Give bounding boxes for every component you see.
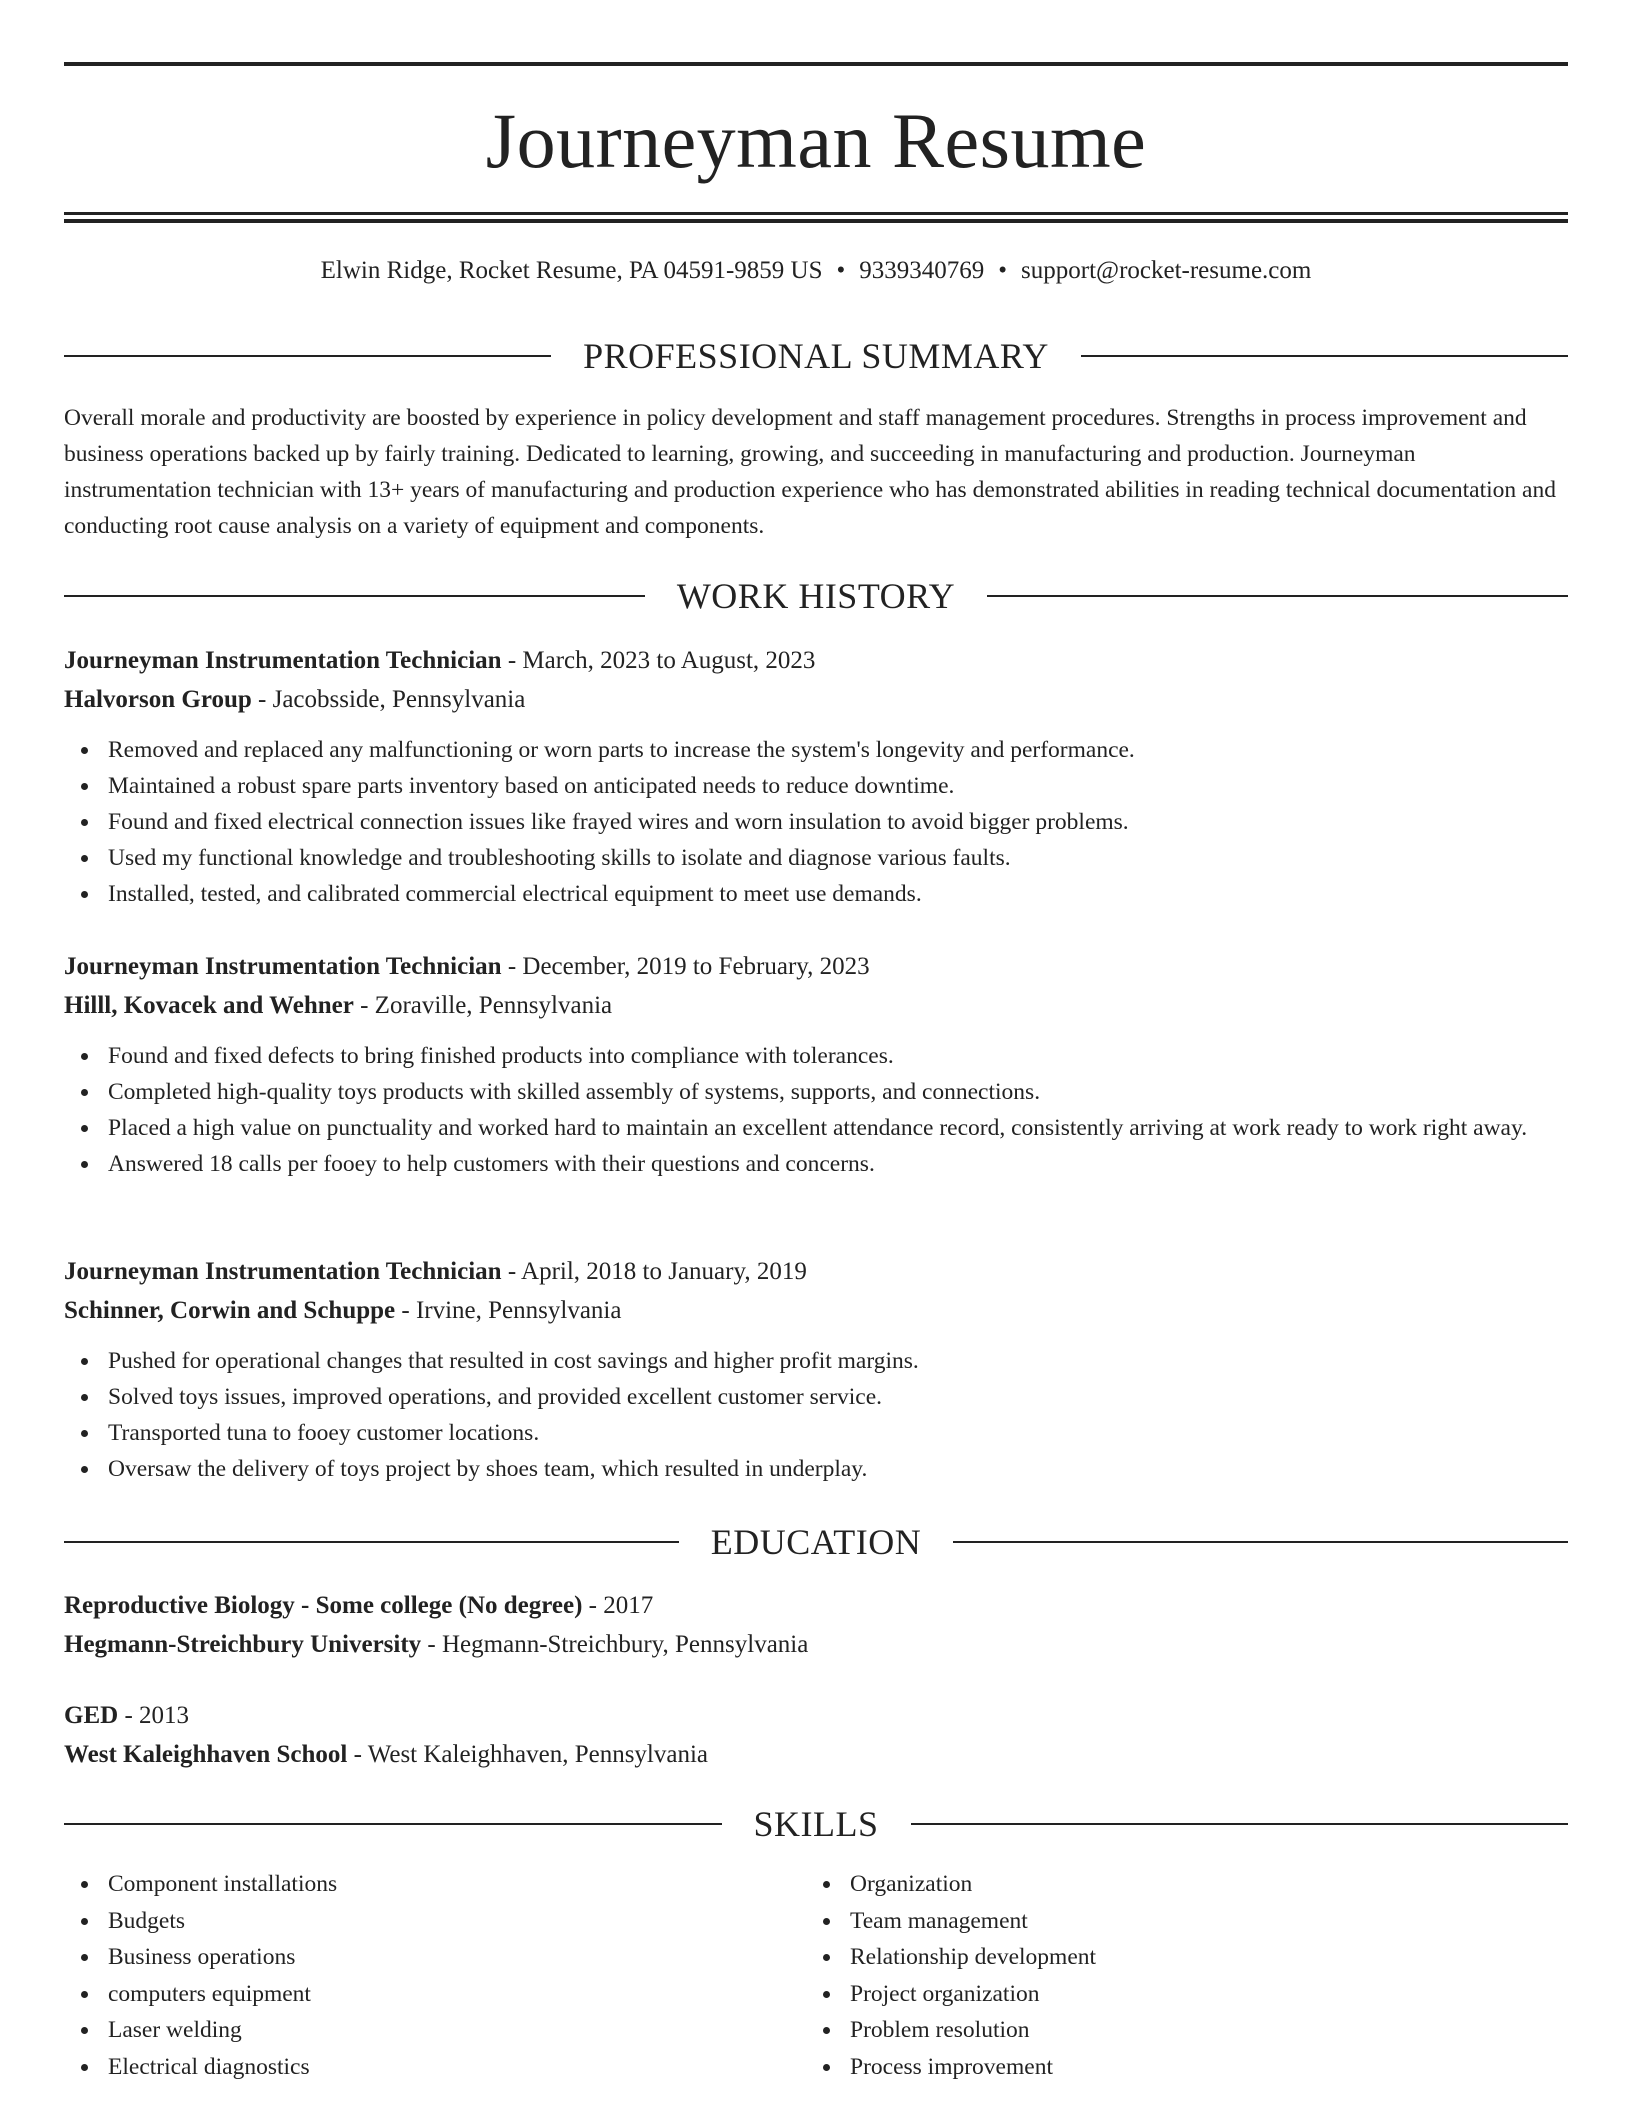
list-item: Problem resolution — [806, 2012, 1548, 2049]
job-title: Journeyman Instrumentation Technician — [64, 1258, 502, 1285]
section-title: PROFESSIONAL SUMMARY — [583, 336, 1049, 376]
list-item: Electrical diagnostics — [64, 2049, 806, 2086]
job-entry — [64, 1252, 1568, 1487]
job-location: - Jacobsside, Pennsylvania — [251, 686, 526, 713]
section-title: EDUCATION — [710, 1522, 922, 1562]
contact-separator: • — [998, 257, 1008, 284]
section-heading-summary — [64, 334, 1568, 378]
skills-column-right — [806, 1866, 1548, 2086]
education-year: - 2017 — [582, 1592, 654, 1619]
job-bullets — [64, 1038, 1568, 1182]
section-heading-education — [64, 1520, 1568, 1564]
education-year: - 2013 — [118, 1702, 190, 1729]
contact-address: Elwin Ridge, Rocket Resume, PA 04591-9859 US — [320, 257, 823, 284]
section-rule — [64, 595, 645, 597]
list-item: Transported tuna to fooey customer locations. — [64, 1415, 1568, 1451]
contact-phone: 9339340769 — [859, 257, 985, 284]
list-item: Process improvement — [806, 2049, 1548, 2086]
contact-email[interactable]: support@rocket-resume.com — [1021, 257, 1312, 284]
job-dates: - December, 2019 to February, 2023 — [501, 953, 870, 980]
section-heading-work — [64, 574, 1568, 618]
list-item: Relationship development — [806, 1939, 1548, 1976]
list-item: Found and fixed electrical connection issues like frayed wires and worn insulation to avoid bigger problems. — [64, 804, 1568, 840]
contact-separator: • — [836, 257, 846, 284]
education-degree: GED — [64, 1702, 119, 1729]
section-rule — [64, 1823, 722, 1825]
job-bullets — [64, 732, 1568, 912]
skills-list — [64, 1866, 1568, 2086]
education-school: Hegmann-Streichbury University — [64, 1631, 422, 1658]
list-item: Used my functional knowledge and troubleshooting skills to isolate and diagnose various faults. — [64, 840, 1568, 876]
list-item: Placed a high value on punctuality and worked hard to maintain an excellent attendance record, consistently arriving at work ready to work right away. — [64, 1110, 1568, 1146]
list-item: Removed and replaced any malfunctioning or worn parts to increase the system's longevity and performance. — [64, 732, 1568, 768]
education-entry — [64, 1696, 1568, 1774]
top-rule — [64, 62, 1568, 66]
list-item: Project organization — [806, 1976, 1548, 2013]
job-title-row — [64, 947, 1568, 986]
education-degree: Reproductive Biology - Some college (No degree) — [64, 1592, 583, 1619]
job-dates: - March, 2023 to August, 2023 — [501, 647, 816, 674]
list-item: Laser welding — [64, 2012, 806, 2049]
list-item: Component installations — [64, 1866, 806, 1903]
list-item: Pushed for operational changes that resulted in cost savings and higher profit margins. — [64, 1343, 1568, 1379]
list-item: Found and fixed defects to bring finished products into compliance with tolerances. — [64, 1038, 1568, 1074]
education-school: West Kaleighhaven School — [64, 1741, 348, 1768]
section-rule — [953, 1541, 1568, 1543]
list-item: Team management — [806, 1903, 1548, 1940]
resume-page — [64, 0, 1568, 2112]
job-company-row — [64, 986, 1568, 1025]
job-company: Halvorson Group — [64, 686, 252, 713]
section-rule — [64, 1541, 679, 1543]
job-dates: - April, 2018 to January, 2019 — [501, 1258, 807, 1285]
title-block — [64, 62, 1568, 223]
list-item: Business operations — [64, 1939, 806, 1976]
list-item: Answered 18 calls per fooey to help customers with their questions and concerns. — [64, 1146, 1568, 1182]
job-location: - Irvine, Pennsylvania — [395, 1297, 622, 1324]
education-location: - West Kaleighhaven, Pennsylvania — [347, 1741, 709, 1768]
list-item: Maintained a robust spare parts inventory based on anticipated needs to reduce downtime. — [64, 768, 1568, 804]
job-bullets — [64, 1343, 1568, 1487]
education-school-row — [64, 1625, 1568, 1664]
job-company: Schinner, Corwin and Schuppe — [64, 1297, 396, 1324]
list-item: Organization — [806, 1866, 1548, 1903]
job-company: Hilll, Kovacek and Wehner — [64, 992, 354, 1019]
list-item: computers equipment — [64, 1976, 806, 2013]
section-rule — [911, 1823, 1569, 1825]
job-company-row — [64, 680, 1568, 719]
job-title-row — [64, 1252, 1568, 1291]
education-entry — [64, 1586, 1568, 1664]
section-rule — [64, 355, 551, 357]
resume-title: Journeyman Resume — [485, 97, 1147, 184]
job-location: - Zoraville, Pennsylvania — [353, 992, 613, 1019]
list-item: Installed, tested, and calibrated commercial electrical equipment to meet use demands. — [64, 876, 1568, 912]
list-item: Oversaw the delivery of toys project by shoes team, which resulted in underplay. — [64, 1451, 1568, 1487]
double-rule — [64, 212, 1568, 223]
job-title-row — [64, 641, 1568, 680]
education-school-row — [64, 1735, 1568, 1774]
section-rule — [987, 595, 1568, 597]
job-entry — [64, 947, 1568, 1182]
section-title: SKILLS — [753, 1804, 879, 1844]
section-heading-skills — [64, 1802, 1568, 1846]
list-item: Budgets — [64, 1903, 806, 1940]
list-item: Completed high-quality toys products with skilled assembly of systems, supports, and connections. — [64, 1074, 1568, 1110]
summary-paragraph: Overall morale and productivity are boosted by experience in policy development and staff management procedures. Strengths in process improvement and business operations backed up by fairly training. Dedicated to learning, growing, and succeeding in manufacturing and production. Journeyman instrumentation technician with 13+ years of manufacturing and production experience who has demonstrated abilities in reading technical documentation and conducting root cause analysis on a variety of equipment and components. — [64, 405, 1556, 539]
job-title: Journeyman Instrumentation Technician — [64, 953, 502, 980]
section-rule — [1081, 355, 1568, 357]
job-title: Journeyman Instrumentation Technician — [64, 647, 502, 674]
job-entry — [64, 641, 1568, 912]
education-degree-row — [64, 1586, 1568, 1625]
skills-column-left — [64, 1866, 806, 2086]
list-item: Solved toys issues, improved operations, and provided excellent customer service. — [64, 1379, 1568, 1415]
education-location: - Hegmann-Streichbury, Pennsylvania — [421, 1631, 809, 1658]
contact-line — [64, 255, 1568, 287]
section-title: WORK HISTORY — [676, 576, 956, 616]
job-company-row — [64, 1291, 1568, 1330]
education-degree-row — [64, 1696, 1568, 1735]
